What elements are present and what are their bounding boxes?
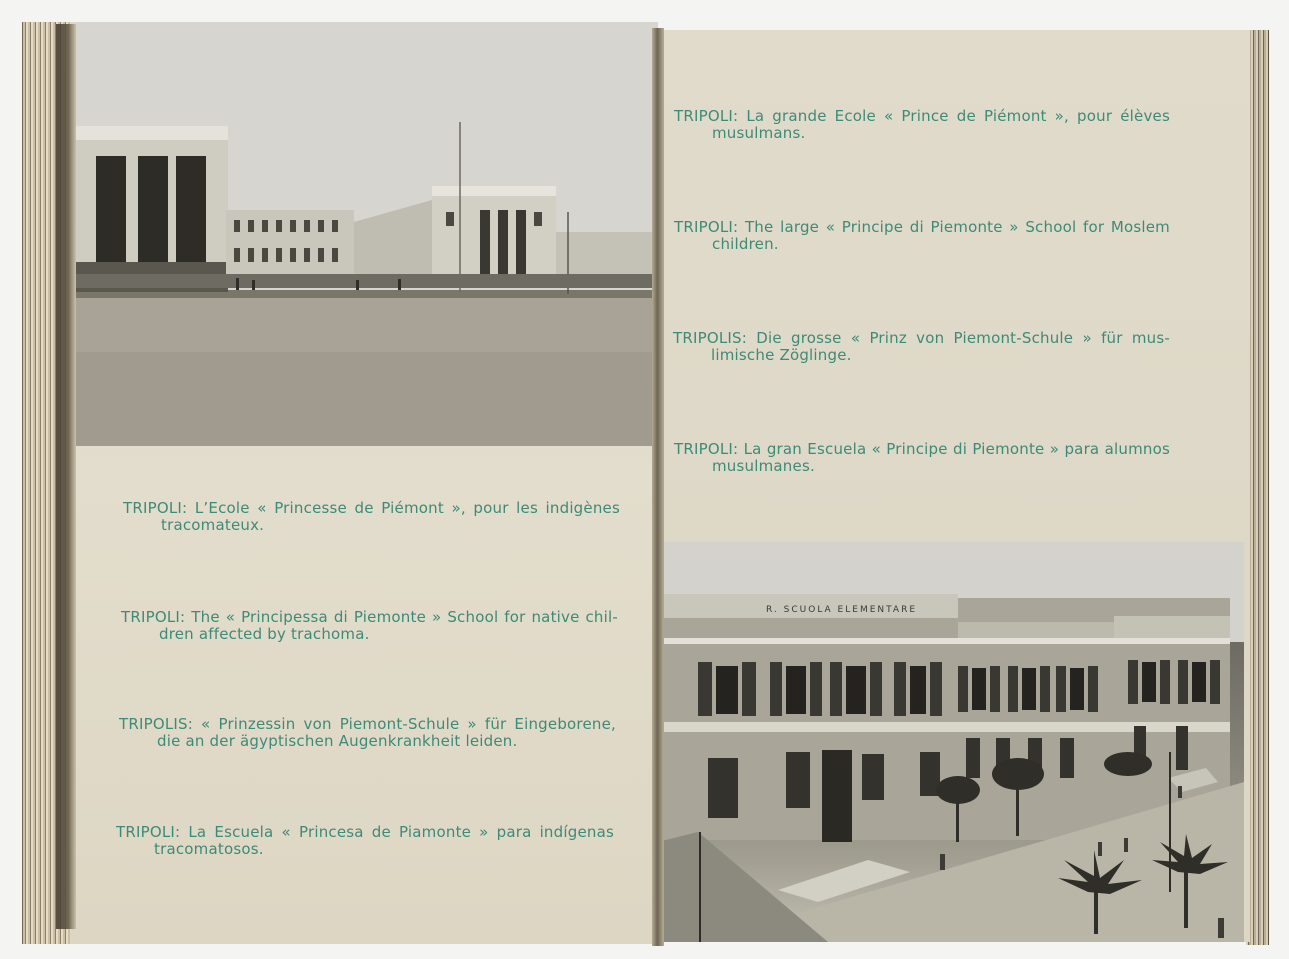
caption-right-english-line1: TRIPOLI: The large « Principe di Piemonte » School for Moslem (674, 218, 1170, 236)
building-sign-text: R. SCUOLA ELEMENTARE (766, 605, 918, 615)
caption-left-spanish-line1: TRIPOLI: La Escuela « Princesa de Piamonte » para indígenas (116, 823, 614, 841)
caption-left-english (121, 609, 618, 643)
photo-prince-school-image (658, 542, 1244, 942)
caption-left-french (123, 500, 620, 534)
caption-right-spanish (674, 441, 1170, 475)
caption-right-german-line1: TRIPOLIS: Die grosse « Prinz von Piemont-Schule » für mus- (673, 329, 1170, 347)
caption-left-english-line1: TRIPOLI: The « Principessa di Piemonte » School for native chil- (121, 608, 618, 626)
caption-right-spanish-line1: TRIPOLI: La gran Escuela « Principe di Piemonte » para alumnos (674, 440, 1170, 458)
book-gutter (652, 28, 664, 946)
photo-prince-school (658, 542, 1244, 942)
left-page (70, 22, 658, 944)
caption-right-spanish-line2: musulmanes. (712, 457, 815, 475)
photo-princess-school (76, 22, 658, 446)
caption-right-french (674, 108, 1170, 142)
left-page-binding-shadow (56, 24, 76, 929)
caption-left-spanish-line2: tracomatosos. (154, 840, 264, 858)
caption-left-german (119, 716, 616, 750)
caption-left-german-line1: TRIPOLIS: « Prinzessin von Piemont-Schule » für Eingeborene, (119, 715, 616, 733)
caption-right-german-line2: limische Zöglinge. (711, 346, 852, 364)
caption-left-german-line2: die an der ägyptischen Augenkrankheit leiden. (157, 732, 518, 750)
caption-left-french-line2: tracomateux. (161, 516, 265, 534)
caption-left-english-line2: dren affected by trachoma. (159, 625, 370, 643)
caption-right-french-line2: musulmans. (712, 124, 806, 142)
caption-right-english-line2: children. (712, 235, 779, 253)
caption-right-german (673, 330, 1170, 364)
photo-princess-school-image (76, 22, 658, 446)
caption-right-french-line1: TRIPOLI: La grande Ecole « Prince de Piémont », pour élèves (674, 107, 1170, 125)
right-page (658, 30, 1250, 942)
caption-right-english (674, 219, 1170, 253)
caption-left-spanish (116, 824, 614, 858)
caption-left-french-line1: TRIPOLI: L’Ecole « Princesse de Piémont », pour les indigènes (123, 499, 620, 517)
